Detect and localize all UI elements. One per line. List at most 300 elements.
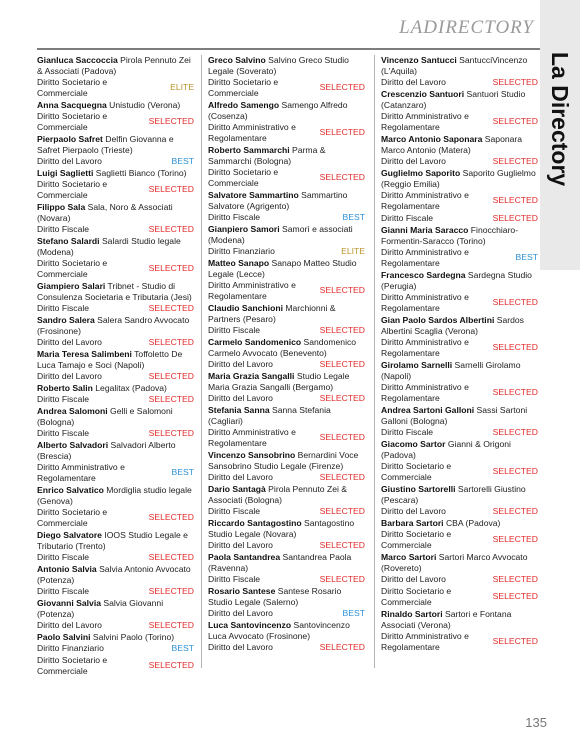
- rank-badge: SELECTED: [148, 620, 194, 630]
- rank-badge: BEST: [342, 212, 365, 222]
- lawyer-name: Andrea Sartoni Galloni: [381, 405, 475, 415]
- firm-name: Saglietti Bianco (Torino): [93, 168, 187, 178]
- directory-entry: [208, 100, 365, 144]
- entry-heading: [208, 518, 365, 540]
- lawyer-name: Dario Santagà: [208, 484, 266, 494]
- directory-entry: [208, 224, 365, 257]
- practice-area-row: [208, 359, 365, 370]
- lawyer-name: Luigi Saglietti: [37, 168, 94, 178]
- practice-area: Diritto del Lavoro: [381, 77, 446, 87]
- entry-heading: [37, 440, 194, 462]
- firm-name: Tribnet - Studio di Consulenza Societaria e Tributaria (Jesi): [37, 281, 192, 302]
- column-divider: [374, 55, 375, 668]
- directory-entry: [208, 620, 365, 653]
- rank-badge: SELECTED: [148, 586, 194, 596]
- firm-name: Santese Rosario Studio Legale (Salerno): [208, 586, 342, 607]
- directory-entry: [208, 145, 365, 189]
- practice-area: Diritto Societario e Commerciale: [37, 77, 108, 98]
- firm-name: Sanna Stefania (Cagliari): [208, 405, 331, 426]
- practice-area: Diritto Amministrativo e Regolamentare: [381, 337, 469, 358]
- entry-heading: [381, 609, 538, 631]
- rank-badge: BEST: [515, 252, 538, 262]
- rank-badge: SELECTED: [319, 325, 365, 335]
- column-divider: [201, 55, 202, 668]
- firm-name: Santovincenzo Luca Avvocato (Frosinone): [208, 620, 350, 641]
- rank-badge: BEST: [171, 467, 194, 477]
- directory-entry: [208, 371, 365, 404]
- firm-name: Santuori Studio (Catanzaro): [381, 89, 526, 110]
- directory-entry: [208, 450, 365, 483]
- rank-badge: SELECTED: [148, 371, 194, 381]
- practice-area: Diritto del Lavoro: [208, 540, 273, 550]
- firm-name: Sarnelli Girolamo (Napoli): [381, 360, 521, 381]
- directory-entry: [37, 236, 194, 280]
- firm-name: Sala, Noro & Associati (Novara): [37, 202, 173, 223]
- directory-entry: [208, 552, 365, 585]
- lawyer-name: Pierpaolo Safret: [37, 134, 103, 144]
- lawyer-name: Rinaldo Sartori: [381, 609, 443, 619]
- practice-area-row: [381, 213, 538, 224]
- practice-area: Diritto Societario e Commerciale: [381, 461, 452, 482]
- practice-area-row: [37, 394, 194, 405]
- entry-heading: [381, 484, 538, 506]
- entry-heading: [208, 620, 365, 642]
- directory-entry: [37, 440, 194, 484]
- directory-entry: [208, 190, 365, 223]
- directory-entry: [37, 383, 194, 405]
- firm-name: Salvadori Alberto (Brescia): [37, 440, 176, 461]
- lawyer-name: Carmelo Sandomenico: [208, 337, 302, 347]
- directory-entry: [208, 405, 365, 449]
- practice-area: Diritto Amministrativo e Regolamentare: [381, 247, 469, 268]
- firm-name: Mordiglia studio legale (Genova): [37, 485, 192, 506]
- directory-entry: [37, 564, 194, 597]
- practice-area: Diritto Fiscale: [208, 325, 261, 335]
- directory-entry: [381, 609, 538, 653]
- rank-badge: SELECTED: [492, 574, 538, 584]
- firm-name: Parma & Sammarchi (Bologna): [208, 145, 326, 166]
- practice-area: Diritto Societario e Commerciale: [37, 507, 108, 528]
- practice-area: Diritto del Lavoro: [208, 472, 273, 482]
- entry-heading: [208, 405, 365, 427]
- practice-area: Diritto Fiscale: [37, 303, 90, 313]
- directory-entry: [208, 303, 365, 336]
- firm-name: IOOS Studio Legale e Tributario (Trento): [37, 530, 188, 551]
- firm-name: Gelli e Salomoni (Bologna): [37, 406, 173, 427]
- practice-area-row: [208, 427, 365, 449]
- directory-entry: [381, 55, 538, 88]
- rank-badge: SELECTED: [319, 285, 365, 295]
- practice-area-row: [208, 212, 365, 223]
- practice-area-row: [381, 506, 538, 517]
- rank-badge: BEST: [171, 643, 194, 653]
- entry-heading: [37, 202, 194, 224]
- practice-area-row: [37, 643, 194, 654]
- practice-area: Diritto Fiscale: [37, 428, 90, 438]
- directory-entry: [37, 202, 194, 235]
- rank-badge: SELECTED: [148, 224, 194, 234]
- practice-area-row: [37, 371, 194, 382]
- directory-entry: [37, 100, 194, 133]
- practice-area: Diritto Fiscale: [208, 212, 261, 222]
- lawyer-name: Claudio Sanchioni: [208, 303, 283, 313]
- entry-heading: [37, 100, 194, 111]
- practice-area-row: [208, 540, 365, 551]
- practice-area: Diritto Amministrativo e Regolamentare: [208, 280, 296, 301]
- rank-badge: BEST: [342, 608, 365, 618]
- directory-entry: [37, 632, 194, 677]
- entry-heading: [37, 485, 194, 507]
- directory-entry: [381, 270, 538, 314]
- practice-area-row: [381, 382, 538, 404]
- directory-entry: [381, 518, 538, 551]
- rank-badge: SELECTED: [492, 297, 538, 307]
- practice-area-row: [37, 156, 194, 167]
- firm-name: Delfin Giovanna e Safret Pierpaolo (Trieste): [37, 134, 174, 155]
- practice-area-row: [381, 461, 538, 483]
- practice-area-row: [37, 77, 194, 99]
- rank-badge: SELECTED: [492, 213, 538, 223]
- firm-name: Salvini Paolo (Torino): [90, 632, 175, 642]
- lawyer-name: Giampiero Salari: [37, 281, 106, 291]
- rank-badge: SELECTED: [148, 337, 194, 347]
- lawyer-name: Giovanni Salvia: [37, 598, 101, 608]
- practice-area: Diritto Fiscale: [37, 552, 90, 562]
- practice-area: Diritto Fiscale: [37, 224, 90, 234]
- firm-name: Unistudio (Verona): [106, 100, 181, 110]
- practice-area: Diritto Societario e Commerciale: [381, 529, 452, 550]
- entry-heading: [37, 315, 194, 337]
- practice-area-row: [37, 507, 194, 529]
- entry-heading: [381, 552, 538, 574]
- practice-area: Diritto del Lavoro: [37, 620, 102, 630]
- lawyer-name: Stefania Sanna: [208, 405, 270, 415]
- rank-badge: SELECTED: [492, 342, 538, 352]
- entry-heading: [37, 564, 194, 586]
- entry-heading: [381, 315, 538, 337]
- lawyer-name: Filippo Sala: [37, 202, 86, 212]
- rank-badge: SELECTED: [319, 432, 365, 442]
- practice-area-row: [37, 552, 194, 563]
- firm-name: Sanapo Matteo Studio Legale (Lecce): [208, 258, 357, 279]
- entry-heading: [208, 145, 365, 167]
- practice-area-row: [381, 586, 538, 608]
- directory-entry: [208, 55, 365, 99]
- rank-badge: SELECTED: [148, 116, 194, 126]
- firm-name: Studio Legale Maria Grazia Sangalli (Bergamo): [208, 371, 350, 392]
- lawyer-name: Alberto Salvadori: [37, 440, 109, 450]
- practice-area: Diritto del Lavoro: [37, 156, 102, 166]
- lawyer-name: Roberto Sammarchi: [208, 145, 290, 155]
- entry-heading: [208, 337, 365, 359]
- practice-area-row: [381, 156, 538, 167]
- lawyer-name: Vincenzo Santucci: [381, 55, 457, 65]
- firm-name: Salardi Studio legale (Modena): [37, 236, 181, 257]
- entry-heading: [381, 89, 538, 111]
- rank-badge: SELECTED: [148, 303, 194, 313]
- lawyer-name: Giacomo Sartor: [381, 439, 446, 449]
- entry-heading: [208, 190, 365, 212]
- practice-area: Diritto Amministrativo e Regolamentare: [381, 190, 469, 211]
- firm-name: Legalitax (Padova): [92, 383, 167, 393]
- entry-heading: [37, 236, 194, 258]
- firm-name: Sardos Albertini Scaglia (Verona): [381, 315, 524, 336]
- lawyer-name: Gianpiero Samori: [208, 224, 280, 234]
- practice-area-row: [208, 574, 365, 585]
- lawyer-name: Diego Salvatore: [37, 530, 102, 540]
- directory-entry: [381, 552, 538, 608]
- firm-name: Bernardini Voce Sansobrino Studio Legale (Firenze): [208, 450, 359, 471]
- lawyer-name: Stefano Salardi: [37, 236, 100, 246]
- lawyer-name: Riccardo Santagostino: [208, 518, 302, 528]
- firm-name: Gianni & Origoni (Padova): [381, 439, 511, 460]
- practice-area: Diritto Finanziario: [37, 643, 104, 653]
- rank-badge: SELECTED: [319, 172, 365, 182]
- directory-entry: [208, 258, 365, 302]
- firm-name: Sassi Sartoni Galloni (Bologna): [381, 405, 528, 426]
- rank-badge: SELECTED: [492, 636, 538, 646]
- practice-area: Diritto Amministrativo e Regolamentare: [381, 382, 469, 403]
- directory-entry: [208, 337, 365, 370]
- directory-entry: [37, 406, 194, 439]
- firm-name: Marchionni & Partners (Pesaro): [208, 303, 336, 324]
- practice-area: Diritto Amministrativo e Regolamentare: [381, 111, 469, 132]
- firm-name: Santagostino Studio Legale (Novara): [208, 518, 355, 539]
- practice-area-row: [208, 642, 365, 653]
- practice-area: Diritto del Lavoro: [381, 156, 446, 166]
- directory-entry: [37, 55, 194, 99]
- lawyer-name: Paolo Salvini: [37, 632, 91, 642]
- firm-name: Sartori e Fontana Associati (Verona): [381, 609, 512, 630]
- entry-heading: [37, 632, 194, 643]
- rank-badge: SELECTED: [148, 263, 194, 273]
- lawyer-name: Francesco Sardegna: [381, 270, 466, 280]
- entry-heading: [37, 406, 194, 428]
- rank-badge: SELECTED: [492, 77, 538, 87]
- directory-entry: [37, 530, 194, 563]
- practice-area: Diritto Amministrativo e Regolamentare: [381, 631, 469, 652]
- firm-name: Samorì e associati (Modena): [208, 224, 353, 245]
- section-tab-label: La Directory: [547, 52, 573, 187]
- entry-heading: [208, 552, 365, 574]
- directory-title: LADIRECTORY: [399, 17, 534, 38]
- rank-badge: BEST: [171, 156, 194, 166]
- entry-heading: [381, 55, 538, 77]
- rank-badge: SELECTED: [492, 591, 538, 601]
- practice-area-row: [381, 111, 538, 133]
- firm-name: Saponara Marco Antonio (Matera): [381, 134, 523, 155]
- rank-badge: SELECTED: [492, 466, 538, 476]
- directory-entry: [37, 281, 194, 314]
- rank-badge: SELECTED: [319, 642, 365, 652]
- rank-badge: SELECTED: [319, 506, 365, 516]
- practice-area-row: [208, 280, 365, 302]
- practice-area: Diritto del Lavoro: [208, 393, 273, 403]
- firm-name: Toffoletto De Luca Tamajo e Soci (Napoli): [37, 349, 183, 370]
- firm-name: Pirola Pennuto Zei & Associati (Bologna): [208, 484, 348, 505]
- directory-entry: [381, 315, 538, 359]
- rank-badge: SELECTED: [492, 534, 538, 544]
- directory-entry: [37, 485, 194, 529]
- directory-entry: [381, 405, 538, 438]
- practice-area: Diritto Finanziario: [208, 246, 275, 256]
- practice-area-row: [37, 428, 194, 439]
- firm-name: Salera Sandro Avvocato (Frosinone): [37, 315, 190, 336]
- lawyer-name: Sandro Salera: [37, 315, 95, 325]
- lawyer-name: Guglielmo Saporito: [381, 168, 461, 178]
- directory-entry: [208, 586, 365, 619]
- directory-entry: [37, 315, 194, 348]
- practice-area-row: [37, 258, 194, 280]
- directory-entry: [37, 134, 194, 167]
- practice-area: Diritto del Lavoro: [208, 642, 273, 652]
- practice-area-row: [37, 224, 194, 235]
- lawyer-name: Matteo Sanapo: [208, 258, 270, 268]
- practice-area: Diritto Fiscale: [37, 586, 90, 596]
- practice-area: Diritto del Lavoro: [381, 574, 446, 584]
- entry-heading: [37, 530, 194, 552]
- lawyer-name: Greco Salvino: [208, 55, 266, 65]
- practice-area-row: [381, 574, 538, 585]
- rank-badge: ELITE: [170, 82, 194, 92]
- entry-heading: [208, 258, 365, 280]
- practice-area-row: [37, 620, 194, 631]
- rank-badge: SELECTED: [148, 394, 194, 404]
- entry-heading: [381, 360, 538, 382]
- practice-area: Diritto del Lavoro: [37, 337, 102, 347]
- practice-area-row: [381, 247, 538, 269]
- lawyer-name: Gianluca Saccoccia: [37, 55, 118, 65]
- rank-badge: SELECTED: [492, 387, 538, 397]
- directory-entry: [208, 518, 365, 551]
- practice-area-row: [381, 77, 538, 88]
- practice-area-row: [381, 337, 538, 359]
- entry-heading: [208, 303, 365, 325]
- practice-area-row: [208, 167, 365, 189]
- lawyer-name: Paola Santandrea: [208, 552, 281, 562]
- rank-badge: SELECTED: [319, 82, 365, 92]
- directory-column-2: [208, 55, 365, 654]
- practice-area: Diritto Amministrativo e Regolamentare: [208, 122, 296, 143]
- lawyer-name: Marco Antonio Saponara: [381, 134, 483, 144]
- entry-heading: [381, 518, 538, 529]
- lawyer-name: Crescenzio Santuori: [381, 89, 465, 99]
- directory-entry: [208, 484, 365, 517]
- lawyer-name: Barbara Sartori: [381, 518, 444, 528]
- practice-area: Diritto Fiscale: [381, 427, 434, 437]
- practice-area-row: [381, 529, 538, 551]
- entry-heading: [381, 168, 538, 190]
- practice-area-row: [208, 325, 365, 336]
- firm-name: Finocchiaro-Formentin-Saracco (Torino): [381, 225, 519, 246]
- practice-area-row: [208, 77, 365, 99]
- firm-name: Salvino Greco Studio Legale (Soverato): [208, 55, 349, 76]
- directory-entry: [37, 168, 194, 201]
- practice-area: Diritto Societario e Commerciale: [37, 258, 108, 279]
- directory-entry: [37, 349, 194, 382]
- practice-area-row: [37, 462, 194, 484]
- page-header: [37, 8, 540, 50]
- practice-area: Diritto del Lavoro: [37, 371, 102, 381]
- section-tab: [540, 0, 580, 270]
- practice-area-row: [208, 246, 365, 257]
- firm-name: Sammartino Salvatore (Agrigento): [208, 190, 348, 211]
- firm-name: Sandomenico Carmelo Avvocato (Benevento): [208, 337, 357, 358]
- entry-heading: [208, 450, 365, 472]
- lawyer-name: Antonio Salvia: [37, 564, 97, 574]
- firm-name: Pirola Pennuto Zei & Associati (Padova): [37, 55, 191, 76]
- entry-heading: [37, 168, 194, 179]
- entry-heading: [208, 224, 365, 246]
- entry-heading: [381, 439, 538, 461]
- practice-area: Diritto Fiscale: [381, 213, 434, 223]
- practice-area-row: [37, 337, 194, 348]
- lawyer-name: Gian Paolo Sardos Albertini: [381, 315, 495, 325]
- entry-heading: [208, 586, 365, 608]
- practice-area-row: [381, 631, 538, 653]
- lawyer-name: Salvatore Sammartino: [208, 190, 299, 200]
- practice-area: Diritto Societario e Commerciale: [37, 655, 108, 676]
- rank-badge: SELECTED: [148, 552, 194, 562]
- rank-badge: SELECTED: [148, 428, 194, 438]
- firm-name: Santandrea Paola (Ravenna): [208, 552, 352, 573]
- directory-entry: [381, 134, 538, 167]
- entry-heading: [37, 383, 194, 394]
- rank-badge: SELECTED: [148, 512, 194, 522]
- practice-area-row: [37, 303, 194, 314]
- rank-badge: SELECTED: [492, 506, 538, 516]
- rank-badge: SELECTED: [319, 472, 365, 482]
- directory-entry: [381, 439, 538, 483]
- practice-area: Diritto Fiscale: [37, 394, 90, 404]
- directory-entry: [381, 89, 538, 133]
- rank-badge: SELECTED: [492, 195, 538, 205]
- entry-heading: [208, 100, 365, 122]
- directory-entry: [381, 225, 538, 269]
- lawyer-name: Marco Sartori: [381, 552, 437, 562]
- rank-badge: SELECTED: [492, 427, 538, 437]
- lawyer-name: Luca Santovincenzo: [208, 620, 292, 630]
- entry-heading: [381, 225, 538, 247]
- practice-area-row: [208, 506, 365, 517]
- practice-area-row: [37, 179, 194, 201]
- directory-entry: [37, 598, 194, 631]
- practice-area: Diritto Societario e Commerciale: [208, 77, 279, 98]
- practice-area-row: [208, 122, 365, 144]
- lawyer-name: Vincenzo Sansobrino: [208, 450, 296, 460]
- firm-name: CBA (Padova): [443, 518, 501, 528]
- directory-entry: [381, 484, 538, 517]
- firm-name: Salvia Giovanni (Potenza): [37, 598, 164, 619]
- entry-heading: [208, 55, 365, 77]
- rank-badge: SELECTED: [492, 116, 538, 126]
- practice-area: Diritto Amministrativo e Regolamentare: [381, 292, 469, 313]
- practice-area-row: [37, 586, 194, 597]
- practice-area: Diritto Societario e Commerciale: [381, 586, 452, 607]
- entry-heading: [381, 270, 538, 292]
- practice-area: Diritto Amministrativo e Regolamentare: [208, 427, 296, 448]
- firm-name: Sardegna Studio (Perugia): [381, 270, 532, 291]
- rank-badge: SELECTED: [148, 660, 194, 670]
- firm-name: Sartorelli Giustino (Pescara): [381, 484, 526, 505]
- lawyer-name: Gianni Maria Saracco: [381, 225, 469, 235]
- directory-column-3: [381, 55, 538, 654]
- entry-heading: [37, 281, 194, 303]
- rank-badge: SELECTED: [319, 574, 365, 584]
- practice-area: Diritto Societario e Commerciale: [208, 167, 279, 188]
- rank-badge: SELECTED: [492, 156, 538, 166]
- lawyer-name: Rosario Santese: [208, 586, 276, 596]
